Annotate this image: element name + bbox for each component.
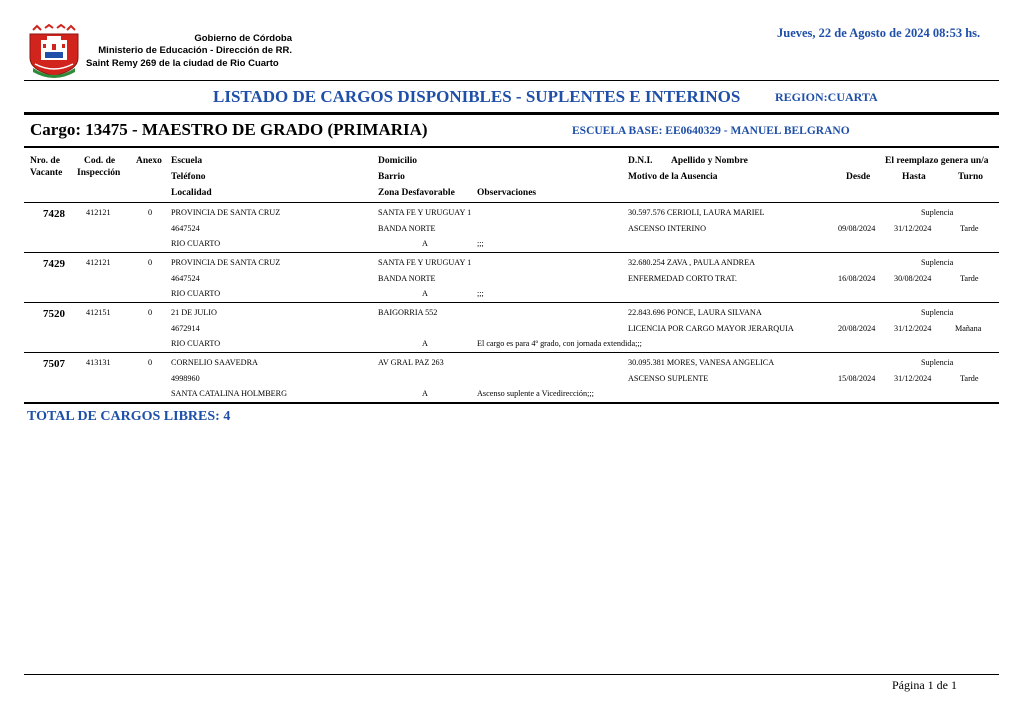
observaciones-value: ;;; — [477, 239, 484, 248]
turno-value: Tarde — [960, 374, 979, 383]
col-observaciones: Observaciones — [477, 188, 537, 198]
col-turno: Turno — [958, 172, 983, 182]
localidad-value: RIO CUARTO — [171, 339, 221, 348]
inspeccion-code: 412121 — [86, 258, 111, 267]
vacante-number: 7429 — [43, 258, 65, 270]
observaciones-value: Ascenso suplente a Vicedirección;;; — [477, 389, 594, 398]
col-telefono: Teléfono — [171, 172, 206, 182]
col-dni: D.N.I. — [628, 156, 653, 166]
col-nro-vacante-2: Vacante — [30, 168, 63, 178]
domicilio-value: AV GRAL PAZ 263 — [378, 358, 444, 367]
escuela-base: ESCUELA BASE: EE0640329 - MANUEL BELGRANO — [572, 125, 850, 137]
table-row — [0, 253, 1024, 303]
hasta-value: 30/08/2024 — [894, 274, 932, 283]
turno-value: Mañana — [955, 324, 982, 333]
inspeccion-code: 412151 — [86, 308, 111, 317]
turno-value: Tarde — [960, 274, 979, 283]
domicilio-value: BAIGORRIA 552 — [378, 308, 438, 317]
motivo-value: LICENCIA POR CARGO MAYOR JERARQUIA — [628, 324, 794, 333]
title-divider — [24, 112, 999, 115]
col-barrio: Barrio — [378, 172, 405, 182]
localidad-value: SANTA CATALINA HOLMBERG — [171, 389, 288, 398]
dni-nombre-value: 22.843.696 PONCE, LAURA SILVANA — [628, 308, 762, 317]
col-reemplazo: El reemplazo genera un/a — [885, 156, 989, 166]
institution-line-3: Saint Remy 269 de la ciudad de Rio Cuarto — [86, 58, 279, 69]
observaciones-value: El cargo es para 4º grado, con jornada extendida;;; — [477, 339, 642, 348]
escuela-name: PROVINCIA DE SANTA CRUZ — [171, 208, 281, 217]
report-title: LISTADO DE CARGOS DISPONIBLES - SUPLENTES E INTERINOS — [213, 87, 741, 106]
telefono-value: 4998960 — [171, 374, 200, 383]
dni-nombre-value: 30.095.381 MORES, VANESA ANGELICA — [628, 358, 775, 367]
zona-value: A — [422, 339, 428, 348]
col-anexo: Anexo — [136, 156, 162, 166]
telefono-value: 4672914 — [171, 324, 200, 333]
col-escuela: Escuela — [171, 156, 203, 166]
anexo-value: 0 — [148, 208, 153, 217]
report-datetime: Jueves, 22 de Agosto de 2024 08:53 hs. — [777, 26, 981, 40]
hasta-value: 31/12/2024 — [894, 324, 932, 333]
table-row — [0, 303, 1024, 353]
vacante-number: 7428 — [43, 208, 65, 220]
desde-value: 16/08/2024 — [838, 274, 876, 283]
inspeccion-code: 412121 — [86, 208, 111, 217]
observaciones-value: ;;; — [477, 289, 484, 298]
col-hasta: Hasta — [902, 172, 926, 182]
anexo-value: 0 — [148, 308, 153, 317]
cargo-divider — [24, 146, 999, 148]
table-row — [0, 203, 1024, 253]
col-localidad: Localidad — [171, 188, 212, 198]
genera-value: Suplencia — [921, 208, 954, 217]
footer-divider — [24, 674, 999, 675]
barrio-value: BANDA NORTE — [378, 274, 436, 283]
zona-value: A — [422, 239, 428, 248]
motivo-value: ASCENSO SUPLENTE — [628, 374, 709, 383]
anexo-value: 0 — [148, 358, 153, 367]
region-label: REGION:CUARTA — [775, 90, 878, 104]
localidad-value: RIO CUARTO — [171, 289, 221, 298]
hasta-value: 31/12/2024 — [894, 224, 932, 233]
col-cod-inspeccion-2: Inspección — [77, 168, 121, 178]
col-nro-vacante-1: Nro. de — [30, 156, 60, 166]
col-desde: Desde — [846, 172, 871, 182]
total-cargos-libres: TOTAL DE CARGOS LIBRES: 4 — [27, 409, 231, 424]
vacante-number: 7507 — [43, 358, 65, 370]
domicilio-value: SANTA FE Y URUGUAY 1 — [378, 258, 472, 267]
dni-nombre-value: 30.597.576 CERIOLI, LAURA MARIEL — [628, 208, 765, 217]
col-apellido-nombre: Apellido y Nombre — [671, 156, 748, 166]
barrio-value: BANDA NORTE — [378, 224, 436, 233]
escuela-name: CORNELIO SAAVEDRA — [171, 358, 258, 367]
zona-value: A — [422, 289, 428, 298]
escuela-name: PROVINCIA DE SANTA CRUZ — [171, 258, 281, 267]
domicilio-value: SANTA FE Y URUGUAY 1 — [378, 208, 472, 217]
hasta-value: 31/12/2024 — [894, 374, 932, 383]
telefono-value: 4647524 — [171, 274, 200, 283]
dni-nombre-value: 32.680.254 ZAVA , PAULA ANDREA — [628, 258, 755, 267]
desde-value: 09/08/2024 — [838, 224, 876, 233]
zona-value: A — [422, 389, 428, 398]
motivo-value: ENFERMEDAD CORTO TRAT. — [628, 274, 737, 283]
genera-value: Suplencia — [921, 358, 954, 367]
col-zona: Zona Desfavorable — [378, 188, 455, 198]
desde-value: 15/08/2024 — [838, 374, 876, 383]
col-domicilio: Domicilio — [378, 156, 418, 166]
turno-value: Tarde — [960, 224, 979, 233]
anexo-value: 0 — [148, 258, 153, 267]
page-number: Página 1 de 1 — [892, 678, 957, 692]
genera-value: Suplencia — [921, 308, 954, 317]
table-row — [0, 353, 1024, 403]
table-bottom-divider — [24, 402, 999, 404]
institution-line-1: Gobierno de Córdoba — [194, 33, 292, 44]
header-divider — [24, 80, 999, 81]
telefono-value: 4647524 — [171, 224, 200, 233]
cargo-heading: Cargo: 13475 - MAESTRO DE GRADO (PRIMARIA) — [30, 120, 428, 139]
col-motivo: Motivo de la Ausencia — [628, 172, 718, 182]
vacante-number: 7520 — [43, 308, 65, 320]
motivo-value: ASCENSO INTERINO — [628, 224, 707, 233]
inspeccion-code: 413131 — [86, 358, 111, 367]
col-cod-inspeccion-1: Cod. de — [84, 156, 116, 166]
institution-line-2: Ministerio de Educación - Dirección de RR. — [98, 45, 292, 56]
escuela-name: 21 DE JULIO — [171, 308, 217, 317]
genera-value: Suplencia — [921, 258, 954, 267]
desde-value: 20/08/2024 — [838, 324, 876, 333]
localidad-value: RIO CUARTO — [171, 239, 221, 248]
